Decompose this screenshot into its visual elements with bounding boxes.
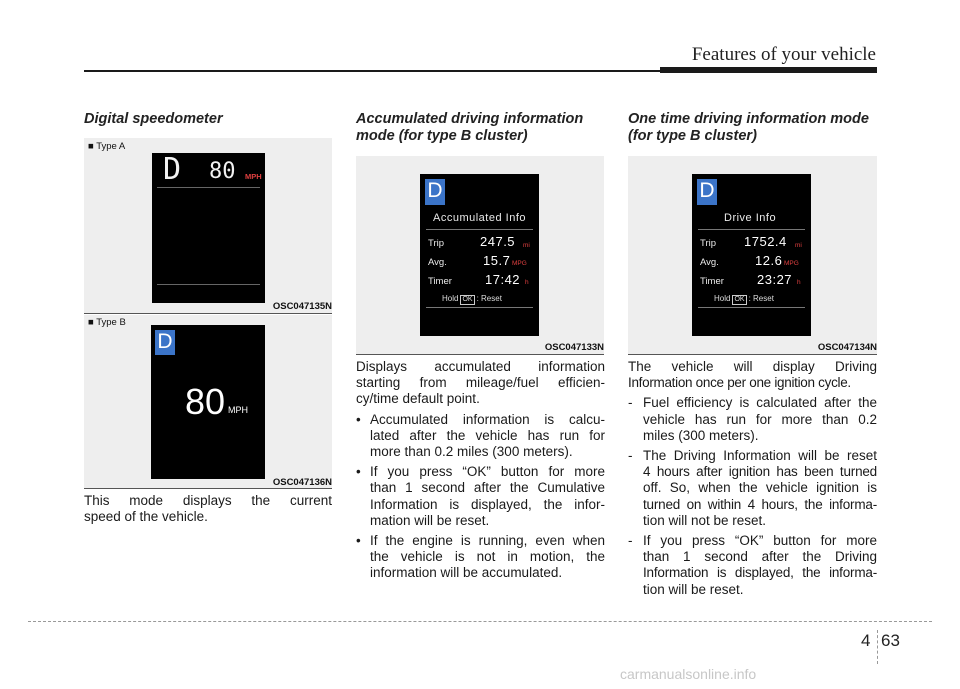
digital-speedometer-heading: Digital speedometer	[84, 111, 223, 127]
dash-line: The Driving Information will be reset	[643, 448, 877, 464]
accumulated-info-heading	[356, 111, 583, 145]
figure-type-a	[84, 138, 332, 313]
heading-line: Accumulated driving information	[356, 111, 584, 127]
footer-rule	[28, 621, 932, 622]
ok-button-glyph: OK	[734, 296, 745, 303]
heading-line: One time driving information mode	[628, 111, 869, 127]
type-b-label: ■ Type B	[88, 317, 126, 328]
row-value: 17:42	[485, 272, 521, 287]
page-number-divider	[877, 630, 878, 664]
screen-title: Accumulated Info	[433, 212, 526, 224]
row-label: Trip	[428, 238, 445, 249]
hold-label: Hold	[442, 294, 459, 303]
figure-type-b	[84, 315, 332, 488]
body-line: cy/time default point.	[356, 391, 480, 407]
bullet-item	[356, 533, 605, 582]
row-value: 23:27	[757, 272, 793, 287]
body-line: starting from mileage/fuel efficien-	[356, 375, 605, 391]
bullet-item	[356, 412, 605, 461]
dash-marker: -	[628, 448, 633, 464]
row-unit: mi	[523, 242, 530, 249]
dash-marker: -	[628, 533, 633, 549]
bullet-line: more than 0.2 miles (300 meters).	[370, 444, 573, 460]
screen-divider	[698, 229, 805, 230]
cluster-screen-accumulated	[420, 174, 539, 336]
type-a-label: ■ Type A	[88, 141, 126, 152]
dash-line: tion will not be reset.	[643, 512, 767, 528]
hold-label: Hold	[714, 294, 731, 303]
screen-divider	[426, 229, 533, 230]
gear-indicator: D	[155, 330, 175, 355]
screen-divider	[157, 284, 260, 285]
bullet-item	[356, 464, 605, 529]
row-unit: h	[525, 279, 529, 286]
bullet-line: lated after the vehicle has run for	[370, 427, 605, 443]
figure-code: OSC047135N	[272, 301, 332, 312]
row-label: Timer	[428, 276, 452, 287]
dash-line: tion will be reset.	[643, 581, 744, 597]
heading-line: (for type B cluster)	[628, 128, 757, 144]
reset-label: : Reset	[748, 294, 774, 303]
intro-paragraph	[628, 359, 877, 391]
drive-info-heading	[628, 111, 869, 145]
bullet-marker: •	[356, 464, 361, 480]
dash-item	[628, 533, 877, 598]
row-unit: MPG	[784, 260, 799, 267]
drive-info-text	[628, 359, 877, 602]
figure-separator	[628, 354, 877, 355]
figure-drive-info	[628, 156, 877, 354]
row-label: Timer	[700, 276, 724, 287]
dash-line: off. So, when the vehicle ignition is	[643, 480, 877, 496]
header-bar	[660, 67, 877, 73]
row-unit: mi	[795, 242, 802, 249]
screen-title: Drive Info	[724, 212, 777, 224]
row-value: 1752.4	[744, 234, 787, 249]
bullet-line: information will be accumulated.	[370, 565, 563, 581]
section-title: Features of your vehicle	[691, 44, 876, 65]
screen-divider	[426, 307, 533, 308]
row-value: 12.6	[755, 253, 783, 268]
speed-value: 80	[185, 381, 226, 422]
figure-separator	[84, 488, 332, 489]
dash-line: Fuel efficiency is calculated after the	[643, 395, 877, 411]
body-line: This mode displays the current	[84, 493, 332, 508]
speed-value: 80	[209, 159, 236, 184]
body-line: Information once per one ignition cycle.	[628, 375, 851, 391]
bullet-line: the vehicle is not in motion, the	[370, 549, 605, 565]
figure-code: OSC047134N	[817, 342, 877, 353]
dash-line: Information is displayed, the informa-	[643, 565, 877, 581]
gear-indicator: D	[425, 179, 445, 205]
bullet-line: Information is displayed, the infor-	[370, 496, 605, 512]
gear-indicator: D	[163, 152, 182, 187]
screen-divider	[157, 187, 260, 188]
bullet-line: If you press “OK” button for more	[370, 464, 605, 480]
row-label: Trip	[700, 238, 717, 249]
dash-line: miles (300 meters).	[643, 427, 759, 443]
figure-separator	[356, 354, 604, 355]
dash-line: turned on within 4 hours, the informa-	[643, 496, 877, 512]
bullet-line: Accumulated information is calcu-	[370, 411, 605, 427]
row-value: 15.7	[483, 253, 511, 268]
body-line: Displays accumulated information	[356, 359, 605, 374]
hold-ok-reset-hint	[714, 294, 774, 305]
intro-paragraph	[356, 359, 605, 408]
dash-item	[628, 448, 877, 529]
cluster-screen-type-b	[151, 325, 265, 479]
dash-line: If you press “OK” button for more	[643, 533, 877, 549]
dash-line: than 1 second after the Driving	[643, 549, 877, 565]
bullet-line: If the engine is running, even when	[370, 533, 605, 549]
figure-code: OSC047133N	[544, 342, 604, 353]
accumulated-info-text	[356, 359, 605, 586]
body-line: The vehicle will display Driving	[628, 359, 877, 374]
dash-item	[628, 395, 877, 444]
speed-unit: MPH	[245, 172, 262, 181]
speed-unit: MPH	[228, 405, 248, 415]
heading-line: mode (for type B cluster)	[356, 128, 528, 144]
dash-line: vehicle has run for more than 0.2	[643, 411, 877, 427]
bullet-line: mation will be reset.	[370, 512, 490, 528]
dash-marker: -	[628, 395, 633, 411]
hold-ok-reset-hint	[442, 294, 502, 305]
header-rule	[84, 70, 660, 72]
ok-button-glyph: OK	[462, 296, 473, 303]
cluster-screen-type-a	[152, 153, 265, 303]
watermark: carmanualsonline.info	[620, 666, 757, 682]
gear-indicator: D	[697, 179, 717, 205]
page-number: 63	[881, 631, 900, 650]
reset-label: : Reset	[476, 294, 502, 303]
row-label: Avg.	[428, 257, 447, 268]
bullet-line: than 1 second after the Cumulative	[370, 480, 605, 496]
row-unit: h	[797, 279, 801, 286]
figure-separator	[84, 313, 332, 314]
bullet-marker: •	[356, 533, 361, 549]
speedometer-description	[84, 493, 332, 525]
figure-accumulated-info	[356, 156, 604, 354]
figure-code: OSC047136N	[272, 477, 332, 488]
body-line: speed of the vehicle.	[84, 509, 208, 525]
screen-divider	[698, 307, 805, 308]
row-unit: MPG	[512, 260, 527, 267]
row-value: 247.5	[480, 234, 516, 249]
chapter-number: 4	[861, 631, 871, 650]
row-label: Avg.	[700, 257, 719, 268]
cluster-screen-drive-info	[692, 174, 811, 336]
bullet-marker: •	[356, 411, 361, 427]
dash-line: 4 hours after ignition has been turned	[643, 464, 877, 480]
